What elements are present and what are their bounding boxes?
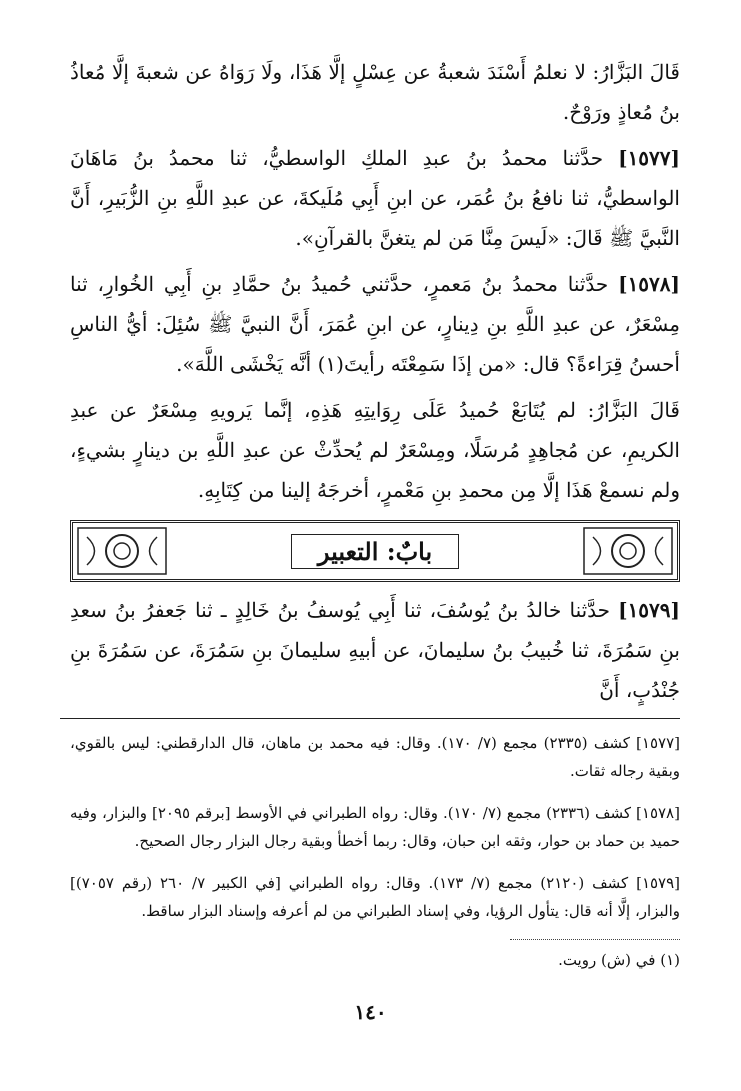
chapter-banner (70, 520, 680, 582)
note-1578: [١٥٧٨] كشف (٢٣٣٦) مجمع (٧/ ١٧٠). وقال: رواه الطبراني في الأوسط [برقم ٢٠٩٥] والبزار، وفيه حميد بن حماد بن حوار، وثقه ابن حبان، وقال: ربما أخطأ وبقية رجال البزار رجال الصحيح. (70, 804, 680, 850)
ornament-right-icon (583, 527, 673, 575)
hadith-number: [١٥٧٩] (618, 598, 680, 622)
hadith-number: [١٥٧٨] (618, 272, 680, 296)
dotted-separator (510, 939, 680, 940)
page-number: ١٤٠ (354, 1000, 387, 1024)
hadith-text: حدَّثنا خالدُ بنُ يُوسُفَ، ثنا أَبِي يُوسفُ بنُ خَالِدٍ ـ ثنا جَعفرُ بنُ سعدِ بنِ سَمُرَةَ، ثنا خُبيبُ بنُ سليمانَ، عن أبيهِ سليمانَ بنِ سَمُرَةَ، عن سَمُرَةَ بنِ جُنْدُبٍ، أَنَّ (70, 598, 680, 702)
hadith-text: حدَّثنا محمدُ بنُ مَعمرٍ، حدَّثني حُميدُ بنُ حمَّادِ بنِ أَبِي الخُوارِ، ثنا مِسْعَرٌ، عن عبدِ اللَّهِ بنِ دِينارٍ، عن ابنِ عُمَرَ، أَنَّ النبيَّ ﷺ سُئِلَ: أيُّ الناسِ أحسنُ قِرَاءةً؟ قال: «من إذَا سَمِعْتَه رأيتَ(١) أنَّه يَخْشَى اللَّهَ». (70, 272, 680, 376)
hadith-1578 (70, 264, 680, 384)
bazzar-comment-1: قَالَ البَزَّارُ: لا نعلمُ أَسْنَدَ شعبةُ عن عِسْلٍ إلَّا هَذَا، ولَا رَوَاهُ عن شعبةَ إلَّا مُعاذُ بنُ مُعاذٍ ورَوْحٌ. (70, 60, 680, 124)
hadith-1579 (70, 590, 680, 710)
note-1577: [١٥٧٧] كشف (٢٣٣٥) مجمع (٧/ ١٧٠). وقال: فيه محمد بن ماهان، قال الدارقطني: ليس بالقوي، وبقية رجاله ثقات. (70, 734, 681, 780)
ornament-left-icon (77, 527, 167, 575)
chapter-title: بابٌ: التعبير (291, 534, 459, 569)
hadith-text: حدَّثنا محمدُ بنُ عبدِ الملكِ الواسطيُّ، ثنا محمدُ بنُ مَاهَانَ الواسطيُّ، ثنا نافعُ بنُ عُمَر، عن ابنِ أَبِي مُلَيكةَ، عن عبدِ اللَّهِ بنِ الزُّبَيرِ، أَنَّ النَّبيَّ ﷺ قَالَ: «لَيسَ مِنَّا مَن لم يتغنَّ بالقرآنِ». (70, 146, 680, 250)
footnote-separator (60, 718, 680, 719)
main-text (70, 52, 680, 510)
main-text-2 (70, 590, 680, 710)
bazzar-comment-2: قَالَ البَزَّارُ: لم يُتَابَعْ حُميدُ عَلَى رِوَايتِهِ هَذِهِ، إنَّما يَرويهِ مِسْعَرٌ عن عبدِ الكريمِ، عن مُجاهِدٍ مُرسَلًا، ومِسْعَرٌ لم يُحدِّثْ عن عبدِ اللَّهِ بن دينارٍ بشيءٍ، ولم نسمعْ هَذَا إلَّا مِن محمدِ بنِ مَعْمرٍ، أخرجَهُ إلينا من كِتَابِهِ. (70, 398, 680, 502)
notes (70, 729, 680, 974)
hadith-number: [١٥٧٧] (618, 146, 680, 170)
page (70, 52, 680, 988)
footnote-1: (١) في (ش) رويت. (558, 951, 680, 969)
note-1579: [١٥٧٩] كشف (٢١٢٠) مجمع (٧/ ١٧٣). وقال: رواه الطبراني [في الكبير ٧/ ٢٦٠ (رقم ٧٠٥٧)] والبزار، إلَّا أنه قال: يتأول الرؤيا، وفي إسناد الطبراني من لم أعرفه وإسناد البزار ساقط. (70, 874, 681, 920)
hadith-1577 (70, 138, 680, 258)
